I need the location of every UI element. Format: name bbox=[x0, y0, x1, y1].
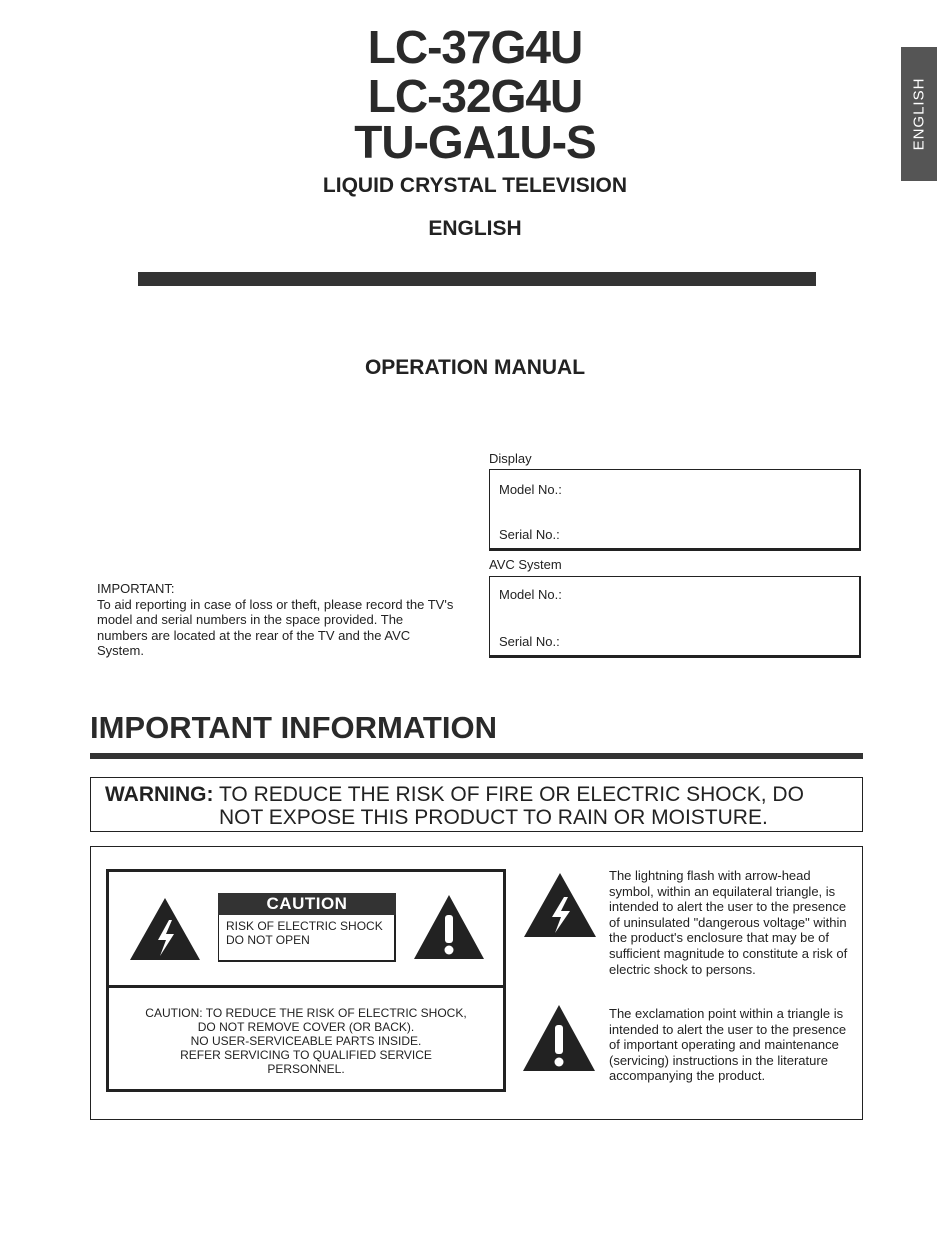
display-record-box bbox=[489, 469, 861, 551]
model-title-3: TU-GA1U-S bbox=[354, 116, 596, 168]
language-tab-label: ENGLISH bbox=[910, 77, 928, 151]
language-tab bbox=[901, 47, 937, 181]
important-note bbox=[97, 581, 457, 659]
section-title: IMPORTANT INFORMATION bbox=[90, 710, 497, 745]
lightning-symbol-icon bbox=[522, 871, 598, 939]
caution-instructions bbox=[106, 1006, 506, 1076]
avc-record-box bbox=[489, 576, 861, 658]
caution-line-4: REFER SERVICING TO QUALIFIED SERVICE bbox=[180, 1048, 432, 1062]
warning-line-1: TO REDUCE THE RISK OF FIRE OR ELECTRIC SHOCK, DO bbox=[218, 783, 804, 806]
display-serial-label: Serial No.: bbox=[499, 527, 560, 542]
language-heading: ENGLISH bbox=[428, 217, 522, 240]
warning-line-2: NOT EXPOSE THIS PRODUCT TO RAIN OR MOISTURE. bbox=[219, 806, 768, 829]
caution-sub-1: RISK OF ELECTRIC SHOCK bbox=[226, 919, 383, 933]
caution-line-3: NO USER-SERVICEABLE PARTS INSIDE. bbox=[190, 1034, 422, 1048]
header-divider-bar bbox=[138, 272, 816, 286]
avc-serial-label: Serial No.: bbox=[499, 634, 560, 649]
lightning-triangle-icon bbox=[128, 896, 202, 962]
caution-line-1: CAUTION: TO REDUCE THE RISK OF ELECTRIC SHOCK, bbox=[145, 1006, 467, 1020]
section-divider-bar bbox=[90, 753, 863, 759]
avc-record-title: AVC System bbox=[489, 557, 562, 572]
important-note-heading: IMPORTANT: bbox=[97, 581, 175, 596]
avc-model-label: Model No.: bbox=[499, 587, 562, 602]
display-record-title: Display bbox=[489, 451, 532, 466]
lightning-description: The lightning flash with arrow-head symbol, within an equilateral triangle, is intended to alert the user to the presence of uninsulated "dangerous voltage" within the product's enclosure that may be of sufficient magnitude to constitute a risk of electric shock to persons. bbox=[609, 868, 848, 977]
warning-label: WARNING: bbox=[105, 783, 214, 806]
product-name: LIQUID CRYSTAL TELEVISION bbox=[322, 174, 628, 197]
caution-header: CAUTION bbox=[218, 893, 396, 915]
model-title-1: LC-37G4U bbox=[367, 21, 583, 73]
warning-box bbox=[90, 777, 863, 832]
display-model-label: Model No.: bbox=[499, 482, 562, 497]
exclamation-description: The exclamation point within a triangle is intended to alert the user to the presence of important operating and maintenance (servicing) instructions in the literature accompanying the product. bbox=[609, 1006, 847, 1084]
caution-line-5: PERSONNEL. bbox=[267, 1062, 345, 1076]
manual-title: OPERATION MANUAL bbox=[364, 356, 586, 379]
exclamation-symbol-icon bbox=[521, 1003, 597, 1073]
caution-divider bbox=[106, 985, 506, 988]
caution-sub-2: DO NOT OPEN bbox=[226, 933, 310, 947]
exclamation-triangle-icon bbox=[412, 893, 486, 961]
caution-line-2: DO NOT REMOVE COVER (OR BACK). bbox=[197, 1020, 415, 1034]
model-title-2: LC-32G4U bbox=[367, 70, 583, 122]
important-note-text: To aid reporting in case of loss or theft, please record the TV's model and serial numbers in the space provided. The numbers are located at the rear of the TV and the AVC System. bbox=[97, 596, 454, 659]
